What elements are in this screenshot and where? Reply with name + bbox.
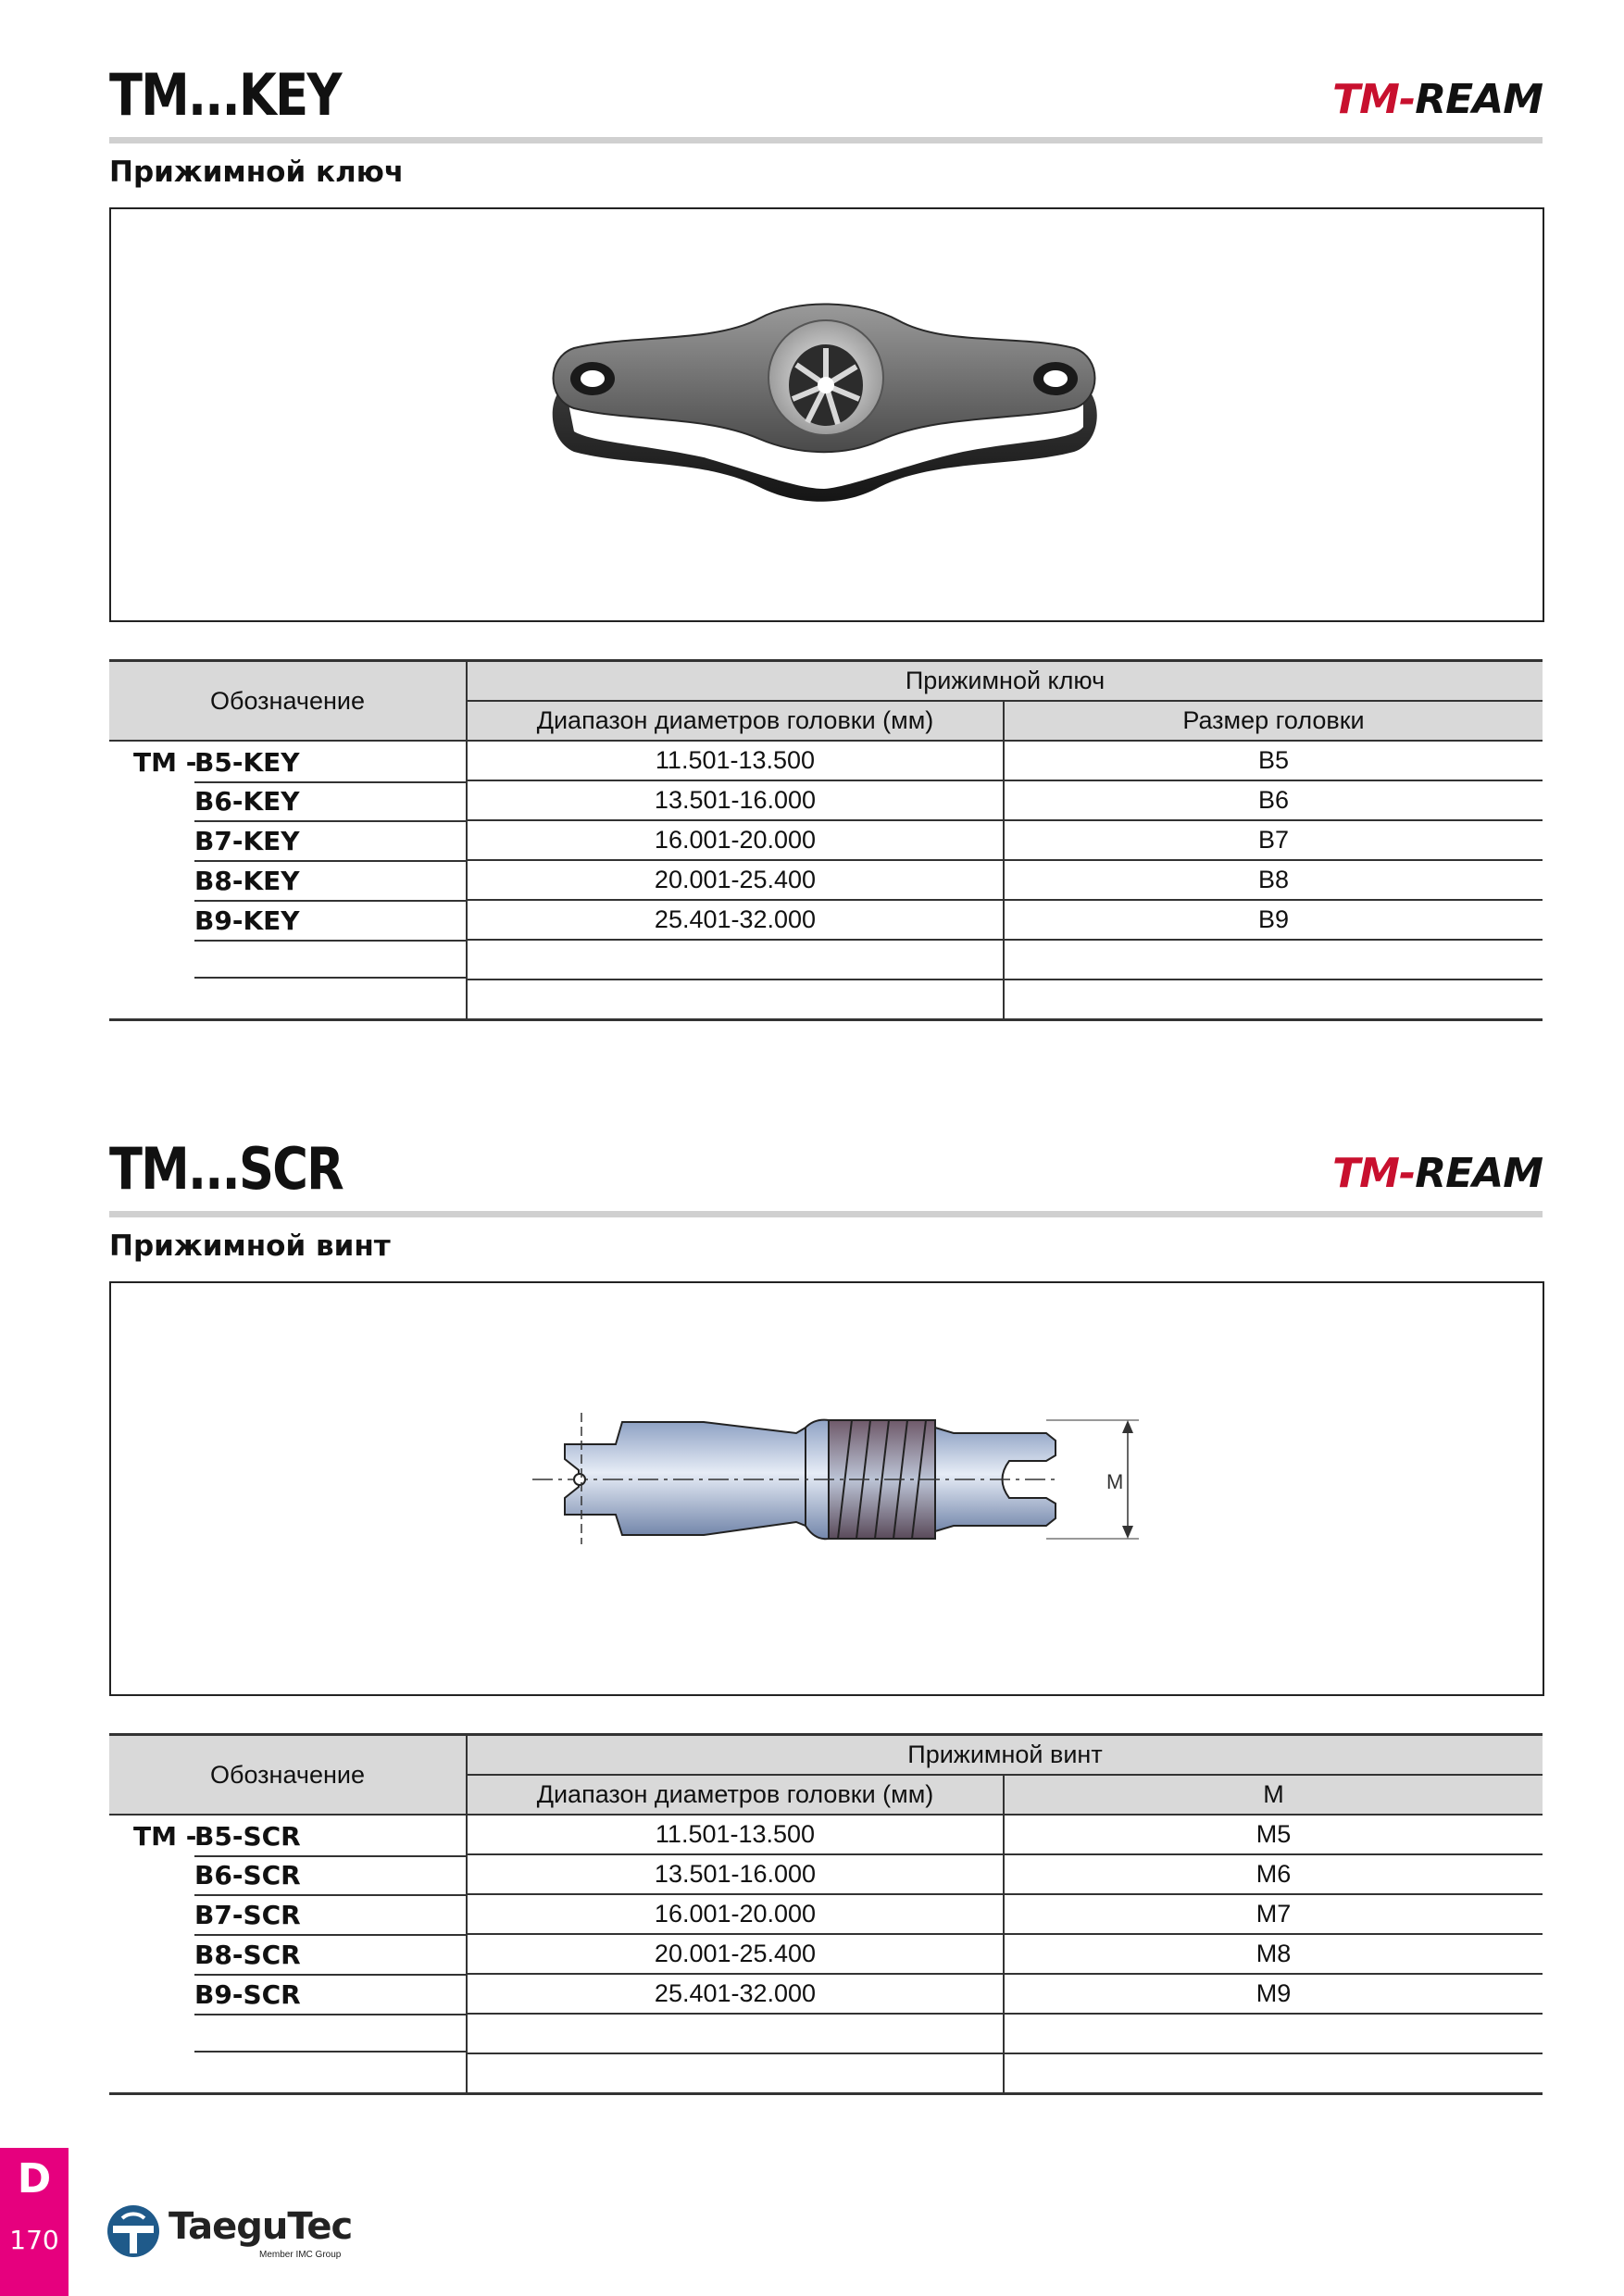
brand-tm: TM — [1332, 1150, 1399, 1197]
table-row — [109, 741, 1543, 780]
m-cell: M5 — [1004, 1815, 1543, 1854]
chapter-tab — [0, 2148, 69, 2296]
m-cell: M8 — [1004, 1934, 1543, 1974]
table-row — [109, 1894, 1543, 1934]
brand-logo — [1332, 1150, 1543, 1197]
brand-ream: REAM — [1415, 76, 1543, 123]
brand-logo — [1332, 76, 1543, 123]
brand-tm: TM — [1332, 76, 1399, 123]
designation-code: B6-SCR — [194, 1860, 467, 1896]
logo-tagline: Member IMC Group — [259, 2250, 342, 2260]
brand-dash: - — [1398, 1150, 1416, 1197]
table-row — [109, 900, 1543, 940]
taegutec-logo — [104, 2202, 353, 2266]
table-row-empty — [109, 980, 1543, 1020]
section-subtitle: Прижимной винт — [109, 1229, 391, 1263]
range-cell: 25.401-32.000 — [467, 1974, 1004, 2014]
section-title: TM...SCR — [109, 1135, 344, 1203]
taegutec-emblem-icon — [104, 2202, 163, 2261]
designation-code: B7-KEY — [194, 826, 467, 862]
page-number: 170 — [9, 2225, 59, 2255]
range-cell-empty — [467, 2014, 1004, 2053]
range-cell: 13.501-16.000 — [467, 780, 1004, 820]
title-rule — [109, 1211, 1543, 1217]
range-cell: 16.001-20.000 — [467, 1894, 1004, 1934]
brand-ream: REAM — [1415, 1150, 1543, 1197]
range-header: Диапазон диаметров головки (мм) — [467, 1775, 1004, 1815]
designation-code: B9-KEY — [194, 905, 467, 942]
range-cell: 11.501-13.500 — [467, 741, 1004, 780]
table-row — [109, 1934, 1543, 1974]
designation-code: B6-KEY — [194, 786, 467, 822]
dimension-m-label: M — [1106, 1470, 1124, 1493]
range-cell-empty — [467, 940, 1004, 980]
size-cell: B7 — [1004, 820, 1543, 860]
chapter-letter: D — [17, 2155, 52, 2202]
designation-code: B5-SCR — [194, 1821, 467, 1857]
table-row — [109, 1854, 1543, 1894]
m-cell: M7 — [1004, 1894, 1543, 1934]
m-cell: M6 — [1004, 1854, 1543, 1894]
clamping-key-illustration — [111, 209, 1543, 620]
size-cell-empty — [1004, 940, 1543, 980]
product-figure-key — [109, 207, 1544, 622]
designation-code: B5-KEY — [194, 747, 467, 783]
designation-code: B9-SCR — [194, 1979, 467, 2015]
table-row — [109, 820, 1543, 860]
range-cell: 16.001-20.000 — [467, 820, 1004, 860]
table-row-empty — [109, 2053, 1543, 2094]
size-cell: B6 — [1004, 780, 1543, 820]
designation-prefix: TM - — [133, 747, 197, 778]
designation-prefix: TM - — [133, 1821, 197, 1852]
table-row — [109, 1815, 1543, 1854]
clamping-screw-drawing — [111, 1283, 1543, 1694]
m-cell-empty — [1004, 2014, 1543, 2053]
size-header: Размер головки — [1004, 701, 1543, 741]
group-header: Прижимной ключ — [467, 661, 1543, 702]
table-row-empty — [109, 2014, 1543, 2053]
m-header: M — [1004, 1775, 1543, 1815]
title-rule — [109, 137, 1543, 144]
section-title: TM...KEY — [109, 61, 341, 129]
table-row — [109, 1974, 1543, 2014]
brand-dash: - — [1398, 76, 1416, 123]
logo-name: TaeguTec — [169, 2205, 353, 2248]
table-row — [109, 860, 1543, 900]
range-cell-empty — [467, 980, 1004, 1020]
m-cell-empty — [1004, 2053, 1543, 2094]
section-subtitle: Прижимной ключ — [109, 156, 405, 189]
m-cell: M9 — [1004, 1974, 1543, 2014]
range-cell: 11.501-13.500 — [467, 1815, 1004, 1854]
designation-code-empty — [194, 945, 467, 979]
group-header: Прижимной винт — [467, 1735, 1543, 1776]
designation-code: B7-SCR — [194, 1900, 467, 1936]
product-figure-screw — [109, 1281, 1544, 1696]
table-row-empty — [109, 940, 1543, 980]
spec-table-screw — [109, 1733, 1543, 2095]
size-cell-empty — [1004, 980, 1543, 1020]
table-row — [109, 780, 1543, 820]
designation-code: B8-SCR — [194, 1940, 467, 1976]
size-cell: B5 — [1004, 741, 1543, 780]
range-cell: 20.001-25.400 — [467, 860, 1004, 900]
size-cell: B8 — [1004, 860, 1543, 900]
spec-table-key — [109, 659, 1543, 1021]
designation-header: Обозначение — [109, 1735, 467, 1816]
designation-cell-empty — [109, 980, 467, 1020]
range-cell-empty — [467, 2053, 1004, 2094]
designation-code: B8-KEY — [194, 866, 467, 902]
designation-code-empty — [194, 2019, 467, 2053]
range-header: Диапазон диаметров головки (мм) — [467, 701, 1004, 741]
range-cell: 20.001-25.400 — [467, 1934, 1004, 1974]
range-cell: 25.401-32.000 — [467, 900, 1004, 940]
designation-cell-empty — [109, 2053, 467, 2094]
size-cell: B9 — [1004, 900, 1543, 940]
range-cell: 13.501-16.000 — [467, 1854, 1004, 1894]
designation-header: Обозначение — [109, 661, 467, 742]
